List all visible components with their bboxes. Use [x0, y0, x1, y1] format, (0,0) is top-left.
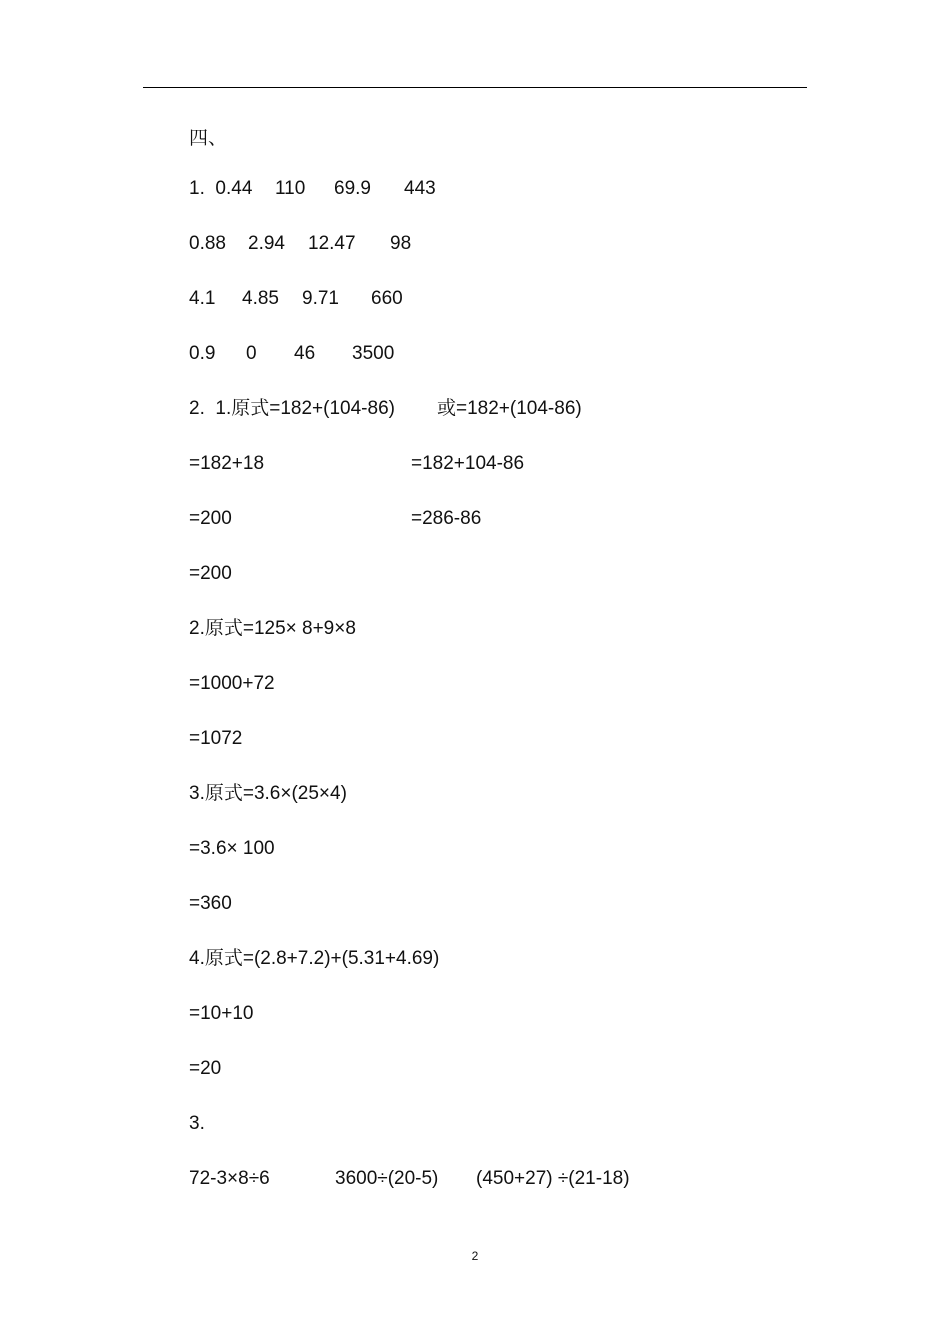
q2-p2-line: =1072 — [189, 728, 243, 749]
q3-expression: 72-3×8÷6 — [189, 1168, 270, 1189]
q1-row-1 — [189, 177, 589, 201]
q2-p1-left-line: =200 — [189, 563, 232, 584]
q2-p1-left-line: =182+18 — [189, 453, 265, 474]
q2-p1-left-line: =200 — [189, 508, 232, 529]
q1-cell: 0 — [246, 343, 257, 364]
q2-p3-line: 3.原式=3.6×(25×4) — [189, 783, 347, 804]
q3-expression: 3600÷(20-5) — [335, 1168, 439, 1189]
q2-p1-right-line: 或=182+(104-86) — [437, 398, 582, 419]
q1-cell: 0.88 — [189, 233, 226, 254]
q1-cell: 98 — [390, 233, 412, 254]
q3-expression: (450+27) ÷(21-18) — [476, 1168, 630, 1189]
q1-row-4 — [189, 342, 589, 366]
q2-p1-right-line: =286-86 — [411, 508, 482, 529]
q1-cell: 3500 — [352, 343, 395, 364]
q2-p3-line: =3.6× 100 — [189, 838, 275, 859]
q3-label: 3. — [189, 1113, 205, 1134]
q2-p4-line: 4.原式=(2.8+7.2)+(5.31+4.69) — [189, 948, 440, 969]
q2-p2-line: 2.原式=125× 8+9×8 — [189, 618, 356, 639]
q2-p4-line: =20 — [189, 1058, 222, 1079]
q2-p1-right-line: =182+104-86 — [411, 453, 525, 474]
q1-row-3 — [189, 287, 589, 311]
q1-cell: 9.71 — [302, 288, 339, 309]
q1-cell: 4.85 — [242, 288, 279, 309]
q1-cell: 46 — [294, 343, 316, 364]
q1-cell: 110 — [275, 178, 306, 199]
q1-cell: 4.1 — [189, 288, 216, 309]
q1-cell: 69.9 — [334, 178, 371, 199]
q1-cell: 0.9 — [189, 343, 216, 364]
q2-p2-line: =1000+72 — [189, 673, 275, 694]
q1-cell: 2.94 — [248, 233, 285, 254]
q1-cell: 12.47 — [308, 233, 356, 254]
q2-p4-line: =10+10 — [189, 1003, 254, 1024]
q1-row-2 — [189, 232, 589, 256]
header-rule — [143, 87, 807, 88]
q2-p1-left-line: 2. 1.原式=182+(104-86) — [189, 398, 395, 419]
q3-expressions — [189, 1167, 749, 1191]
q1-cell: 443 — [404, 178, 436, 199]
q2-p3-line: =360 — [189, 893, 232, 914]
q1-cell: 1. 0.44 — [189, 178, 253, 199]
section-heading: 四、 — [189, 128, 228, 149]
page-number: 2 — [471, 1249, 479, 1263]
q1-cell: 660 — [371, 288, 403, 309]
